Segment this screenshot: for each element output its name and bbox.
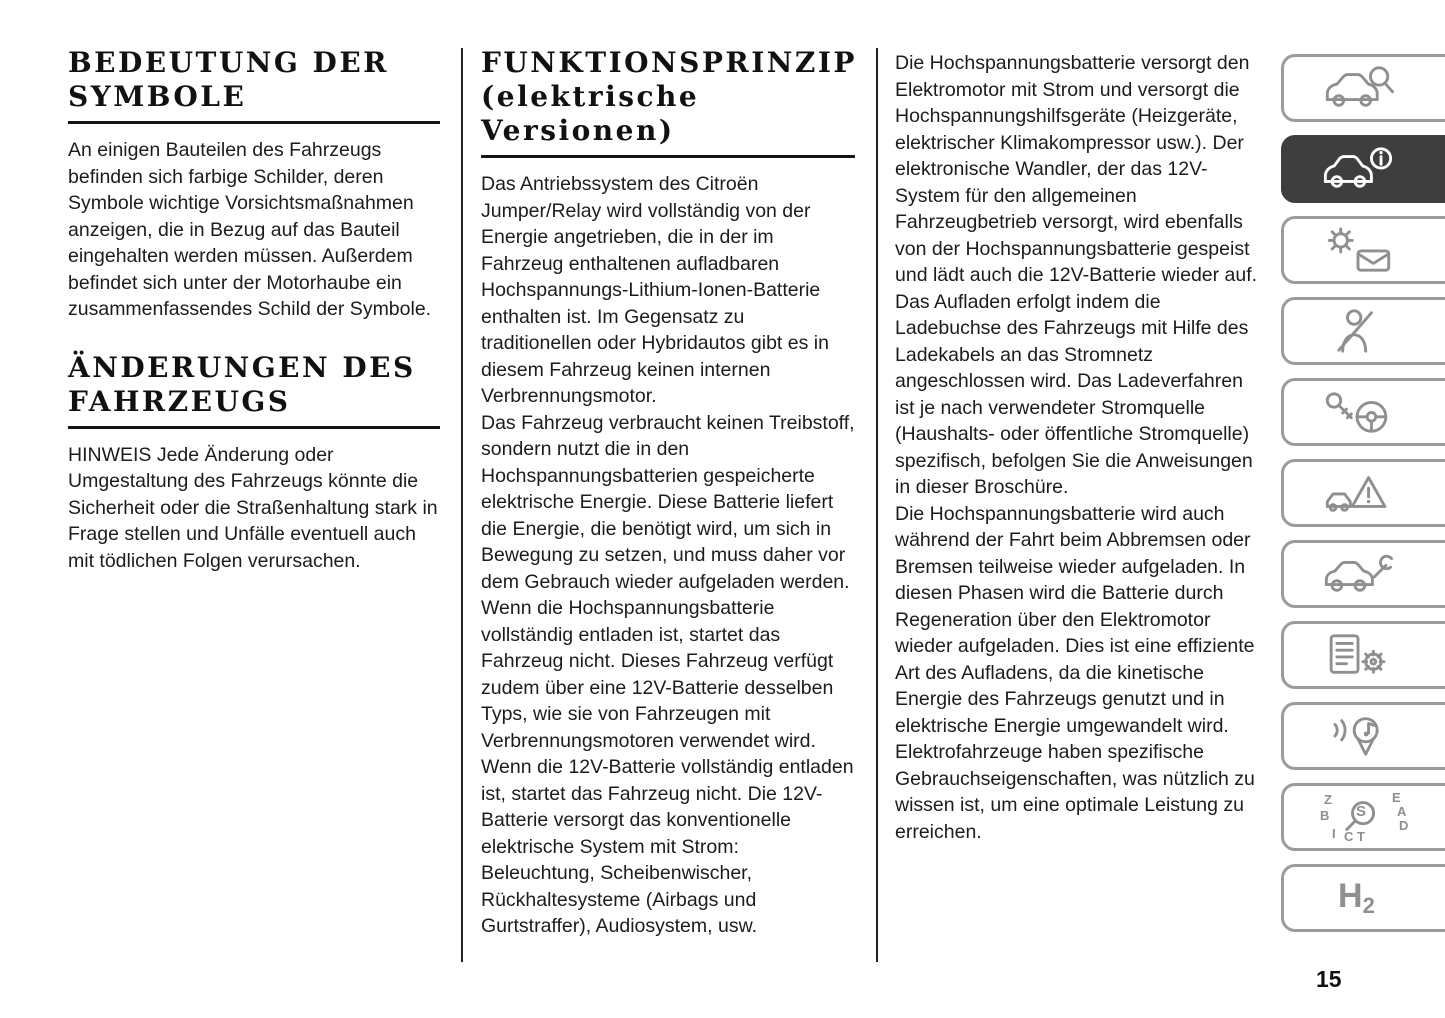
paragraph-antriebssystem: Das Antriebssystem des Citroën Jumper/Relay wird vollständig von der Energie angetrieben, die in der im Fahrzeug enthaltenen aufladbaren Hochspannungs-Lithium-Ionen-Batterie enthalten ist. Im Gegensatz zu traditionellen oder Hybridautos gibt es in diesem Fahrzeug keinen internen Verbrennungsmotor.: [481, 173, 829, 407]
sidebar-tab-hydrogen[interactable]: [1281, 864, 1445, 932]
middle-column: [481, 46, 855, 940]
heading-aenderungen-des-fahrzeugs: ÄNDERUNGEN DES FAHRZEUGS: [68, 351, 440, 429]
index-letter: I: [1332, 826, 1336, 841]
sidebar-tab-technical-data[interactable]: [1281, 621, 1445, 689]
paragraph-aenderungen: HINWEIS Jede Änderung oder Umgestaltung des Fahrzeugs könnte die Sicherheit oder die Straßenhaltung stark in Frage stellen und Unfälle eventuell auch mit tödlichen Folgen verursachen.: [68, 443, 438, 572]
page-number: 15: [1316, 966, 1342, 992]
index-letter: E: [1392, 790, 1401, 805]
index-letter: A: [1397, 804, 1407, 819]
chapter-tab-rail: [1281, 54, 1445, 932]
hydrogen-icon: [1338, 877, 1375, 919]
car-search-icon: [1320, 64, 1396, 112]
sidebar-tab-starting-driving[interactable]: [1281, 378, 1445, 446]
index-letter-s: S: [1356, 803, 1367, 820]
heading-bedeutung-der-symbole: BEDEUTUNG DER SYMBOLE: [68, 46, 440, 124]
sidebar-tab-index[interactable]: [1281, 783, 1445, 851]
sidebar-tab-warning-lights[interactable]: [1281, 216, 1445, 284]
paragraph-symbole: An einigen Bauteilen des Fahrzeugs befinden sich farbige Schilder, deren Symbole wichtige Vorsichtsmaßnahmen anzeigen, die in Bezug auf das Bauteil eingehalten werden müssen. Außerdem befindet sich unter der Motorhaube ein zusammenfassendes Schild der Symbole.: [68, 139, 432, 320]
paragraph-regeneration: Die Hochspannungsbatterie wird auch während der Fahrt beim Abbremsen oder Bremsen teilweise wieder aufgeladen. In diesen Phasen wird die Batterie durch Regeneration über den Elektromotor wieder aufgeladen. Dies ist eine effiziente Art des Aufladens, da die kinetische Energie des Fahrzeugs genutzt und in elektrische Energie umgewandelt wird.: [895, 502, 1255, 737]
sidebar-tab-safety[interactable]: [1281, 297, 1445, 365]
sidebar-tab-vehicle-overview[interactable]: [1281, 54, 1445, 122]
index-letter: C: [1344, 829, 1354, 844]
car-info-icon: [1320, 145, 1396, 193]
multimedia-navigation-icon: [1320, 712, 1396, 760]
column-divider: [876, 48, 878, 962]
ignition-key-steering-icon: [1320, 388, 1396, 436]
alphabetical-index-icon: [1320, 791, 1408, 843]
sidebar-tab-maintenance[interactable]: [1281, 540, 1445, 608]
right-column: [895, 50, 1263, 845]
h2-label: H: [1338, 877, 1363, 915]
index-letter: B: [1320, 808, 1330, 823]
sidebar-tab-emergency[interactable]: [1281, 459, 1445, 527]
heading-funktionsprinzip: FUNKTIONSPRINZIP (elektrische Versionen): [481, 46, 855, 158]
technical-data-gear-icon: [1320, 631, 1396, 679]
sidebar-tab-vehicle-info[interactable]: [1281, 135, 1445, 203]
index-letter: Z: [1324, 792, 1332, 807]
h2-subscript: 2: [1362, 893, 1375, 918]
paragraph-elektrofahrzeuge: Elektrofahrzeuge haben spezifische Gebrauchseigenschaften, was nützlich zu wissen ist, um eine optimale Leistung zu erreichen.: [895, 741, 1255, 843]
car-maintenance-icon: [1320, 550, 1396, 598]
warning-light-message-icon: [1320, 226, 1396, 274]
left-column: [68, 46, 440, 574]
column-divider: [461, 48, 463, 962]
sidebar-tab-multimedia[interactable]: [1281, 702, 1445, 770]
index-letter: T: [1357, 829, 1365, 844]
seatbelt-safety-icon: [1320, 307, 1396, 355]
warning-triangle-car-icon: [1320, 469, 1396, 517]
paragraph-fahrzeug-verbrauch: Das Fahrzeug verbraucht keinen Treibstoff, sondern nutzt die in den Hochspannungsbatterien gespeicherte elektrische Energie. Diese Batterie liefert die Energie, die benötigt wird, um sich in Bewegung zu setzen, und muss daher vor dem Gebrauch wieder aufgeladen werden. Wenn die Hochspannungsbatterie vollständig entladen ist, startet das Fahrzeug nicht. Dieses Fahrzeug verfügt zudem über eine 12V-Batterie desselben Typs, wie sie von Fahrzeugen mit Verbrennungsmotoren verwendet wird. Wenn die 12V-Batterie vollständig entladen ist, startet das Fahrzeug nicht. Die 12V-Batterie versorgt das konventionelle elektrische System mit Strom: Beleuchtung, Scheibenwischer, Rückhaltesysteme (Airbags und Gurtstraffer), Audiosystem, usw.: [481, 411, 855, 937]
paragraph-hochspannungsbatterie: Die Hochspannungsbatterie versorgt den Elektromotor mit Strom und versorgt die Hochspannungshilfsgeräte (Heizgeräte, elektrischer Klimakompressor usw.). Der elektronische Wandler, der das 12V-System für den allgemeinen Fahrzeugbetrieb versorgt, wird ebenfalls von der Hochspannungsbatterie gespeist und lädt auch die 12V-Batterie wieder auf. Das Aufladen erfolgt indem die Ladebuchse des Fahrzeugs mit Hilfe des Ladekabels an das Stromnetz angeschlossen wird. Das Ladeverfahren ist je nach verwendeter Stromquelle (Haushalts- oder öffentliche Stromquelle) spezifisch, befolgen Sie die Anweisungen in dieser Broschüre.: [895, 52, 1258, 498]
index-letter: D: [1399, 818, 1409, 833]
